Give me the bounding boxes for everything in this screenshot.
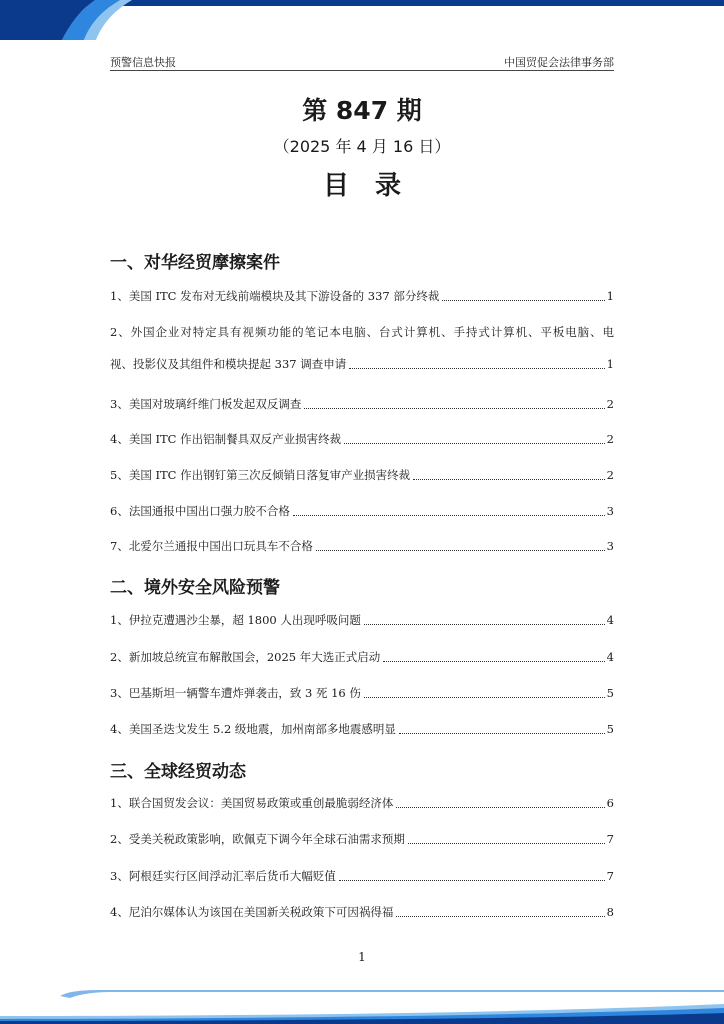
toc-entry[interactable] [110, 868, 614, 884]
toc-entry-page: 6 [606, 796, 614, 810]
toc-entry-text: 1、联合国贸发会议：美国贸易政策或重创最脆弱经济体 [110, 796, 394, 810]
toc-entry[interactable] [110, 685, 614, 701]
toc-entry-page: 8 [606, 905, 614, 919]
section-heading: 三、全球经贸动态 [110, 762, 246, 782]
toc-entry-text: 3、巴基斯坦一辆警车遭炸弹袭击，致 3 死 16 伤 [110, 686, 361, 700]
toc-entry-text: 6、法国通报中国出口强力胶不合格 [110, 504, 290, 518]
toc-entry-page: 4 [606, 613, 614, 627]
toc-entry[interactable] [110, 396, 614, 412]
dot-leader [396, 916, 604, 917]
issue-date: （2025 年 4 月 16 日） [273, 137, 451, 156]
dot-leader [383, 661, 604, 662]
toc-entry-page: 5 [606, 686, 614, 700]
toc-entry[interactable] [110, 795, 614, 811]
footer-band-accent [60, 990, 724, 998]
header-decoration-band [0, 0, 724, 40]
dot-leader [413, 479, 605, 480]
toc-entry[interactable] [110, 721, 614, 737]
toc-entry-text: 2、受美关税政策影响，欧佩克下调今年全球石油需求预期 [110, 832, 405, 846]
dot-leader [364, 697, 605, 698]
dot-leader [316, 550, 605, 551]
dot-leader [399, 733, 605, 734]
toc-entry-page: 3 [606, 539, 614, 553]
dot-leader [344, 443, 605, 444]
toc-entry-text: 1、美国 ITC 发布对无线前端模块及其下游设备的 337 部分终裁 [110, 289, 440, 303]
toc-entry[interactable] [110, 904, 614, 920]
toc-title: 目录 [322, 171, 427, 201]
dot-leader [408, 843, 605, 844]
dot-leader [349, 368, 604, 369]
header-left-title: 预警信息快报 [110, 56, 176, 69]
toc-entry-text: 3、美国对玻璃纤维门板发起双反调查 [110, 397, 302, 411]
toc-entry-text: 4、美国圣迭戈发生 5.2 级地震，加州南部多地震感明显 [110, 722, 396, 736]
toc-entry-page: 3 [606, 504, 614, 518]
toc-entry-page: 1 [606, 357, 614, 371]
toc-entry-page: 2 [606, 432, 614, 446]
dot-leader [339, 880, 605, 881]
dot-leader [293, 515, 605, 516]
footer-decoration-band [0, 990, 724, 1024]
toc-entry-page: 5 [606, 722, 614, 736]
header-divider [110, 70, 614, 71]
toc-entry[interactable] [110, 288, 614, 304]
toc-entry-page: 1 [606, 289, 614, 303]
toc-entry-page: 4 [606, 650, 614, 664]
dot-leader [396, 807, 604, 808]
toc-entry-page: 7 [606, 832, 614, 846]
section-heading: 一、对华经贸摩擦案件 [110, 253, 280, 273]
section-heading: 二、境外安全风险预警 [110, 578, 280, 598]
toc-entry-text: 1、伊拉克遭遇沙尘暴，超 1800 人出现呼吸问题 [110, 613, 361, 627]
toc-entry-text: 2、新加坡总统宣布解散国会，2025 年大选正式启动 [110, 650, 381, 664]
toc-entry[interactable] [110, 503, 614, 519]
toc-entry[interactable] [110, 538, 614, 554]
toc-entry-page: 7 [606, 869, 614, 883]
dot-leader [442, 300, 604, 301]
header-right-title: 中国贸促会法律事务部 [504, 56, 614, 69]
toc-entry-page: 2 [606, 468, 614, 482]
page-header [110, 50, 614, 70]
toc-entry[interactable] [110, 612, 614, 628]
toc-entry-text: 5、美国 ITC 作出钢钉第三次反倾销日落复审产业损害终裁 [110, 468, 411, 482]
toc-entry[interactable] [110, 649, 614, 665]
footer-page-number: 1 [358, 950, 366, 964]
toc-entry[interactable] [110, 324, 614, 372]
toc-entry[interactable] [110, 831, 614, 847]
toc-entry-page: 2 [606, 397, 614, 411]
dot-leader [364, 624, 605, 625]
toc-entry[interactable] [110, 467, 614, 483]
toc-entry-text: 4、尼泊尔媒体认为该国在美国新关税政策下可因祸得福 [110, 905, 394, 919]
toc-entry-text: 7、北爱尔兰通报中国出口玩具车不合格 [110, 539, 313, 553]
toc-entry[interactable] [110, 431, 614, 447]
toc-entry-text: 视、投影仪及其组件和模块提起 337 调查申请 [110, 357, 347, 371]
dot-leader [304, 408, 604, 409]
toc-entry-text: 4、美国 ITC 作出铝制餐具双反产业损害终裁 [110, 432, 342, 446]
toc-entry-text: 3、阿根廷实行区间浮动汇率后货币大幅贬值 [110, 869, 336, 883]
issue-title: 第 847 期 [302, 96, 422, 125]
toc-entry-text-line1: 2、外国企业对特定具有视频功能的笔记本电脑、台式计算机、手持式计算机、平板电脑、电 [110, 325, 614, 339]
